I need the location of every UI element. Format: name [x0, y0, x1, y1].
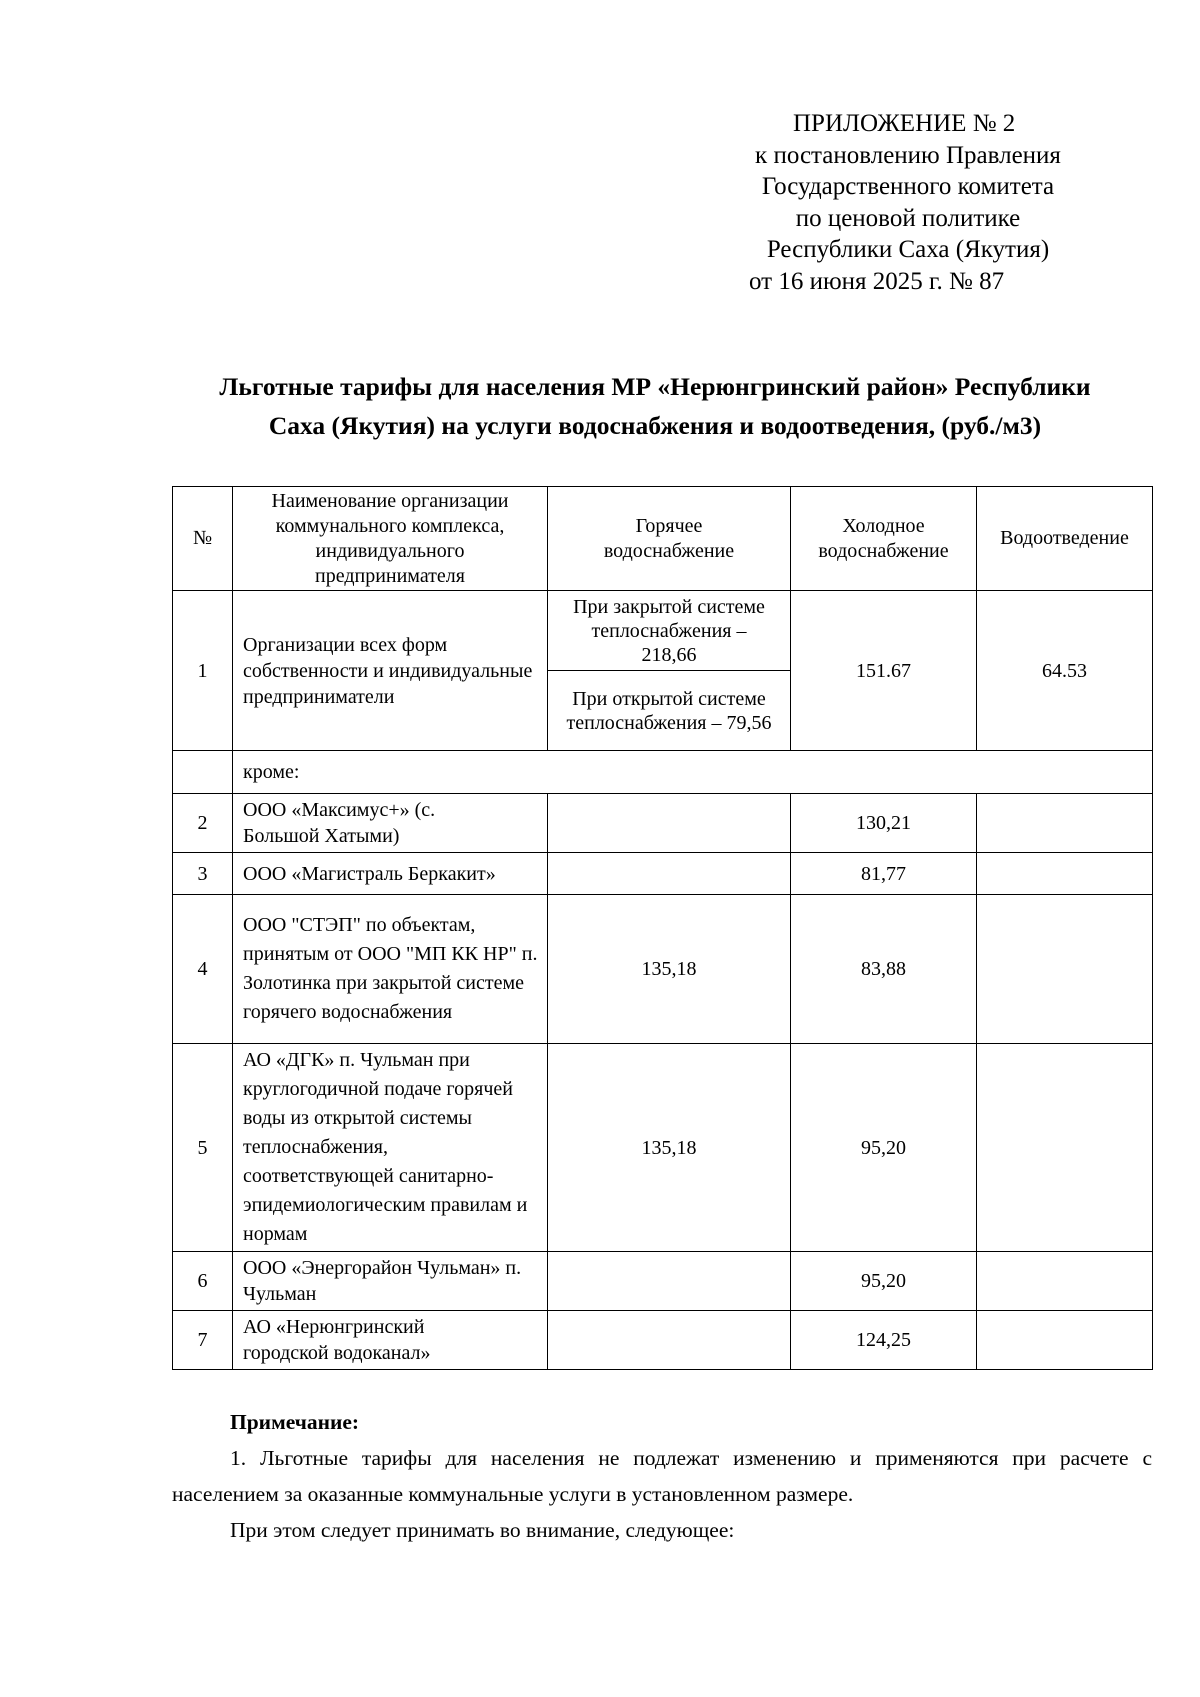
- cell-hot: [548, 1252, 791, 1311]
- appendix-line: от 16 июня 2025 г. № 87: [749, 267, 1005, 295]
- table-row-except: [173, 751, 1153, 794]
- cell-num: 3: [173, 853, 233, 895]
- table-header-row: [173, 487, 1153, 591]
- cell-cold: 83,88: [791, 895, 977, 1044]
- table-row: [173, 1252, 1153, 1311]
- table-row: [173, 1044, 1153, 1252]
- cell-cold: 130,21: [791, 794, 977, 853]
- table-row: [173, 591, 1153, 671]
- cell-cold: 151.67: [791, 591, 977, 751]
- cell-num: 7: [173, 1311, 233, 1370]
- cell-sewer: [977, 1311, 1153, 1370]
- cell-hot-closed: При закрытой системе теплоснабжения – 218,66: [548, 591, 791, 671]
- cell-cold: 81,77: [791, 853, 977, 895]
- appendix-line: по ценовой политике: [795, 204, 1021, 232]
- title-line-2: Саха (Якутия) на услуги водоснабжения и водоотведения, (руб./м3): [268, 411, 1042, 440]
- table-row: [173, 895, 1153, 1044]
- appendix-line: Государственного комитета: [761, 173, 1055, 201]
- title-line-1: Льготные тарифы для населения МР «Нерюнгринский район» Республики: [219, 372, 1091, 401]
- cell-cold: 95,20: [791, 1252, 977, 1311]
- appendix-line: Республики Саха (Якутия): [766, 236, 1050, 264]
- cell-num: 6: [173, 1252, 233, 1311]
- cell-cold: 124,25: [791, 1311, 977, 1370]
- cell-sewer: [977, 794, 1153, 853]
- cell-num: 2: [173, 794, 233, 853]
- cell-sewer: [977, 895, 1153, 1044]
- appendix-line: к постановлению Правления: [755, 141, 1061, 169]
- table-row: [173, 1311, 1153, 1370]
- cell-sewer: [977, 1252, 1153, 1311]
- except-label: кроме:: [233, 751, 1153, 794]
- table-row: [173, 794, 1153, 853]
- header-org: Наименование организации коммунального комплекса, индивидуального предпринимателя: [233, 487, 548, 591]
- header-hot: Горячее водоснабжение: [548, 487, 791, 591]
- tariff-table: [172, 486, 1153, 1370]
- cell-org: ООО "СТЭП" по объектам, принятым от ООО "МП КК НР" п. Золотинка при закрытой системе горячего водоснабжения: [233, 895, 548, 1044]
- note-heading: Примечание:: [230, 1410, 360, 1434]
- cell-org: ООО «Магистраль Беркакит»: [233, 853, 548, 895]
- appendix-header: [728, 108, 1088, 298]
- cell-org: Организации всех форм собственности и индивидуальные предприниматели: [233, 591, 548, 751]
- cell-hot-open: При открытой системе теплоснабжения – 79,56: [548, 671, 791, 751]
- note-section: [172, 1404, 1152, 1548]
- cell-org: АО «Нерюнгринский городской водоканал»: [233, 1311, 548, 1370]
- cell-hot: [548, 1311, 791, 1370]
- cell-org: ООО «Максимус+» (с. Большой Хатыми): [233, 794, 548, 853]
- cell-hot: [548, 853, 791, 895]
- cell-hot: [548, 794, 791, 853]
- note-item-1: 1. Льготные тарифы для населения не подлежат изменению и применяются при расчете с населением за оказанные коммунальные услуги в установленном размере.: [172, 1446, 1152, 1506]
- cell-num: 1: [173, 591, 233, 751]
- cell-sewer: [977, 853, 1153, 895]
- cell-hot: 135,18: [548, 1044, 791, 1252]
- cell-num: 5: [173, 1044, 233, 1252]
- table-row: [173, 853, 1153, 895]
- cell-sewer: 64.53: [977, 591, 1153, 751]
- cell-num: [173, 751, 233, 794]
- cell-org: ООО «Энергорайон Чульман» п. Чульман: [233, 1252, 548, 1311]
- header-sewer: Водоотведение: [977, 487, 1153, 591]
- note-item-2: При этом следует принимать во внимание, следующее:: [230, 1518, 735, 1542]
- document-title: [160, 367, 1150, 445]
- cell-org: АО «ДГК» п. Чульман при круглогодичной подаче горячей воды из открытой системы теплоснабжения, соответствующей санитарно-эпидемиологическим правилам и нормам: [233, 1044, 548, 1252]
- appendix-line: ПРИЛОЖЕНИЕ № 2: [793, 110, 1016, 137]
- header-cold: Холодное водоснабжение: [791, 487, 977, 591]
- cell-hot: 135,18: [548, 895, 791, 1044]
- cell-cold: 95,20: [791, 1044, 977, 1252]
- cell-num: 4: [173, 895, 233, 1044]
- header-num: №: [173, 487, 233, 591]
- cell-sewer: [977, 1044, 1153, 1252]
